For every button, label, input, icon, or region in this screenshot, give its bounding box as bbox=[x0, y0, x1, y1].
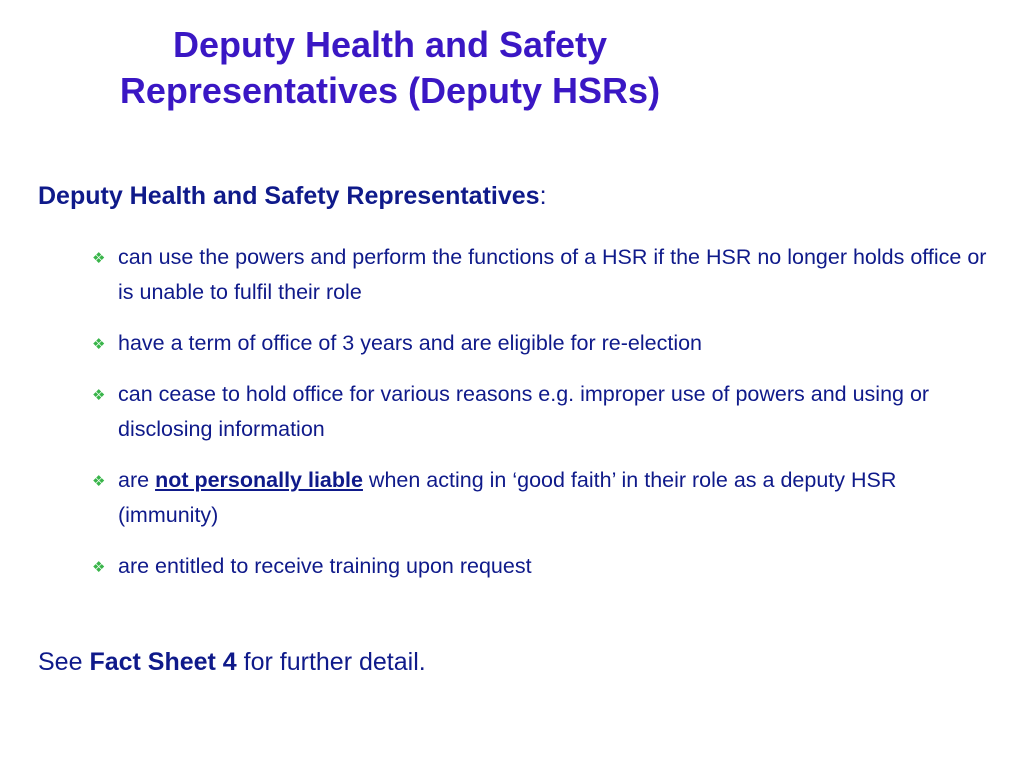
section-heading bbox=[38, 182, 547, 211]
bullet-item bbox=[92, 326, 1002, 361]
bullet-item bbox=[92, 463, 1002, 533]
fact-sheet-reference bbox=[38, 648, 426, 677]
section-heading-colon: : bbox=[539, 182, 547, 210]
bullet-text-prefix: are bbox=[118, 468, 156, 492]
bullet-item bbox=[92, 377, 1002, 447]
section-heading-text: Deputy Health and Safety Representatives bbox=[38, 182, 540, 210]
bullet-text-suffix: when acting in ‘good faith’ in their role as a deputy HSR (immunity) bbox=[118, 468, 897, 527]
bullet-text: can use the powers and perform the functions of a HSR if the HSR no longer holds office or is unable to fulfil their role bbox=[118, 245, 987, 304]
diamond-bullet-icon: ❖ bbox=[92, 473, 106, 490]
diamond-bullet-icon: ❖ bbox=[92, 336, 106, 353]
bullet-item bbox=[92, 549, 1002, 584]
diamond-bullet-icon: ❖ bbox=[92, 387, 106, 404]
diamond-bullet-icon: ❖ bbox=[92, 559, 106, 576]
slide-title-line-1: Deputy Health and Safety bbox=[172, 24, 608, 65]
fact-sheet-name: Fact Sheet 4 bbox=[89, 648, 237, 676]
slide-title bbox=[90, 22, 690, 114]
bullet-item bbox=[92, 240, 1002, 310]
bullet-text: are entitled to receive training upon request bbox=[118, 554, 532, 578]
bullet-list bbox=[92, 240, 1002, 600]
emphasis-not-personally-liable: not personally liable bbox=[155, 468, 363, 492]
slide-title-line-2: Representatives (Deputy HSRs) bbox=[119, 70, 661, 111]
diamond-bullet-icon: ❖ bbox=[92, 250, 106, 267]
bullet-text: can cease to hold office for various reasons e.g. improper use of powers and using or disclosing information bbox=[118, 382, 930, 441]
footer-suffix: for further detail. bbox=[236, 648, 426, 676]
footer-prefix: See bbox=[38, 648, 90, 676]
bullet-text: have a term of office of 3 years and are eligible for re-election bbox=[118, 331, 703, 355]
